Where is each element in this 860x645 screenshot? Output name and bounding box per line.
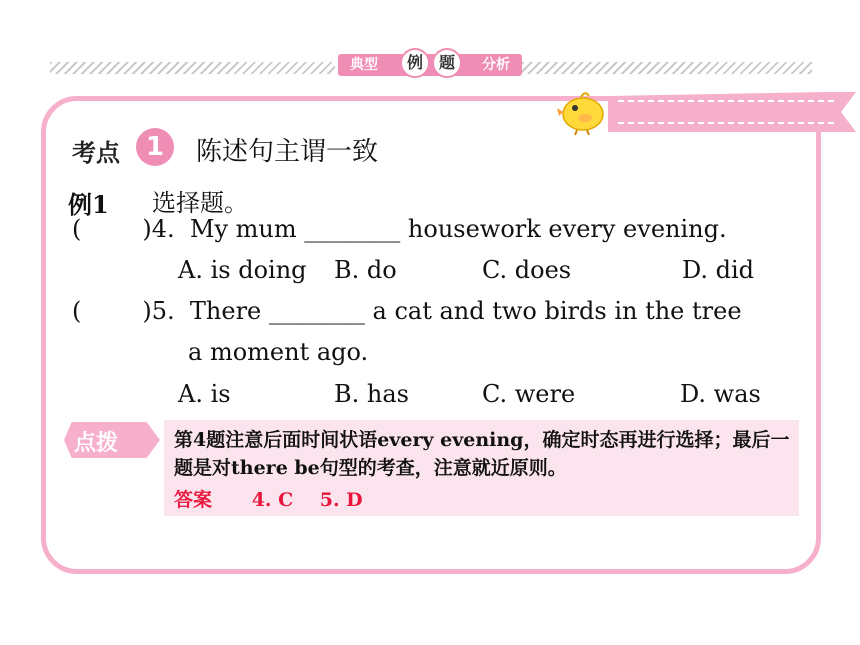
question-4-option-c: C. does xyxy=(482,256,572,284)
header-bubble-2: 题 xyxy=(432,48,462,78)
hint-tag-label: 点拨 xyxy=(74,431,119,456)
question-5-option-d: D. was xyxy=(680,380,761,408)
header-hatch-right xyxy=(522,62,812,74)
question-4-option-a: A. is doing xyxy=(178,256,307,284)
bird-icon xyxy=(555,86,615,136)
question-4-option-d: D. did xyxy=(682,256,755,284)
header-right-text: 分析 xyxy=(482,57,510,73)
header-left-text: 典型 xyxy=(350,57,378,73)
example-label: 例1 xyxy=(68,190,109,219)
answer-text: 答案 4. C 5. D xyxy=(174,489,363,511)
section-title: 陈述句主谓一致 xyxy=(196,137,379,167)
hint-text: 第4题注意后面时间状语every evening，确定时态再进行选择；最后一题是对there be句型的考查，注意就近原则。 xyxy=(174,429,790,479)
header-tag xyxy=(338,48,522,78)
question-4-stem: ( )4. My mum ________ housework every evening. xyxy=(72,215,727,243)
pink-ribbon xyxy=(608,92,856,132)
question-5-option-a: A. is xyxy=(178,380,231,408)
section-number-badge: 1 xyxy=(136,128,174,166)
question-5-stem: ( )5. There ________ a cat and two birds in the tree xyxy=(72,297,742,325)
question-5-option-b: B. has xyxy=(334,380,409,408)
example-instruction: 选择题。 xyxy=(152,189,248,217)
question-4-option-b: B. do xyxy=(334,256,397,284)
hint-tag xyxy=(64,422,160,458)
section-label: 考点 xyxy=(72,139,120,167)
question-5-stem-cont: a moment ago. xyxy=(188,338,369,366)
header-bubble-1: 例 xyxy=(400,48,430,78)
header-hatch-left xyxy=(50,62,335,74)
question-5-option-c: C. were xyxy=(482,380,576,408)
